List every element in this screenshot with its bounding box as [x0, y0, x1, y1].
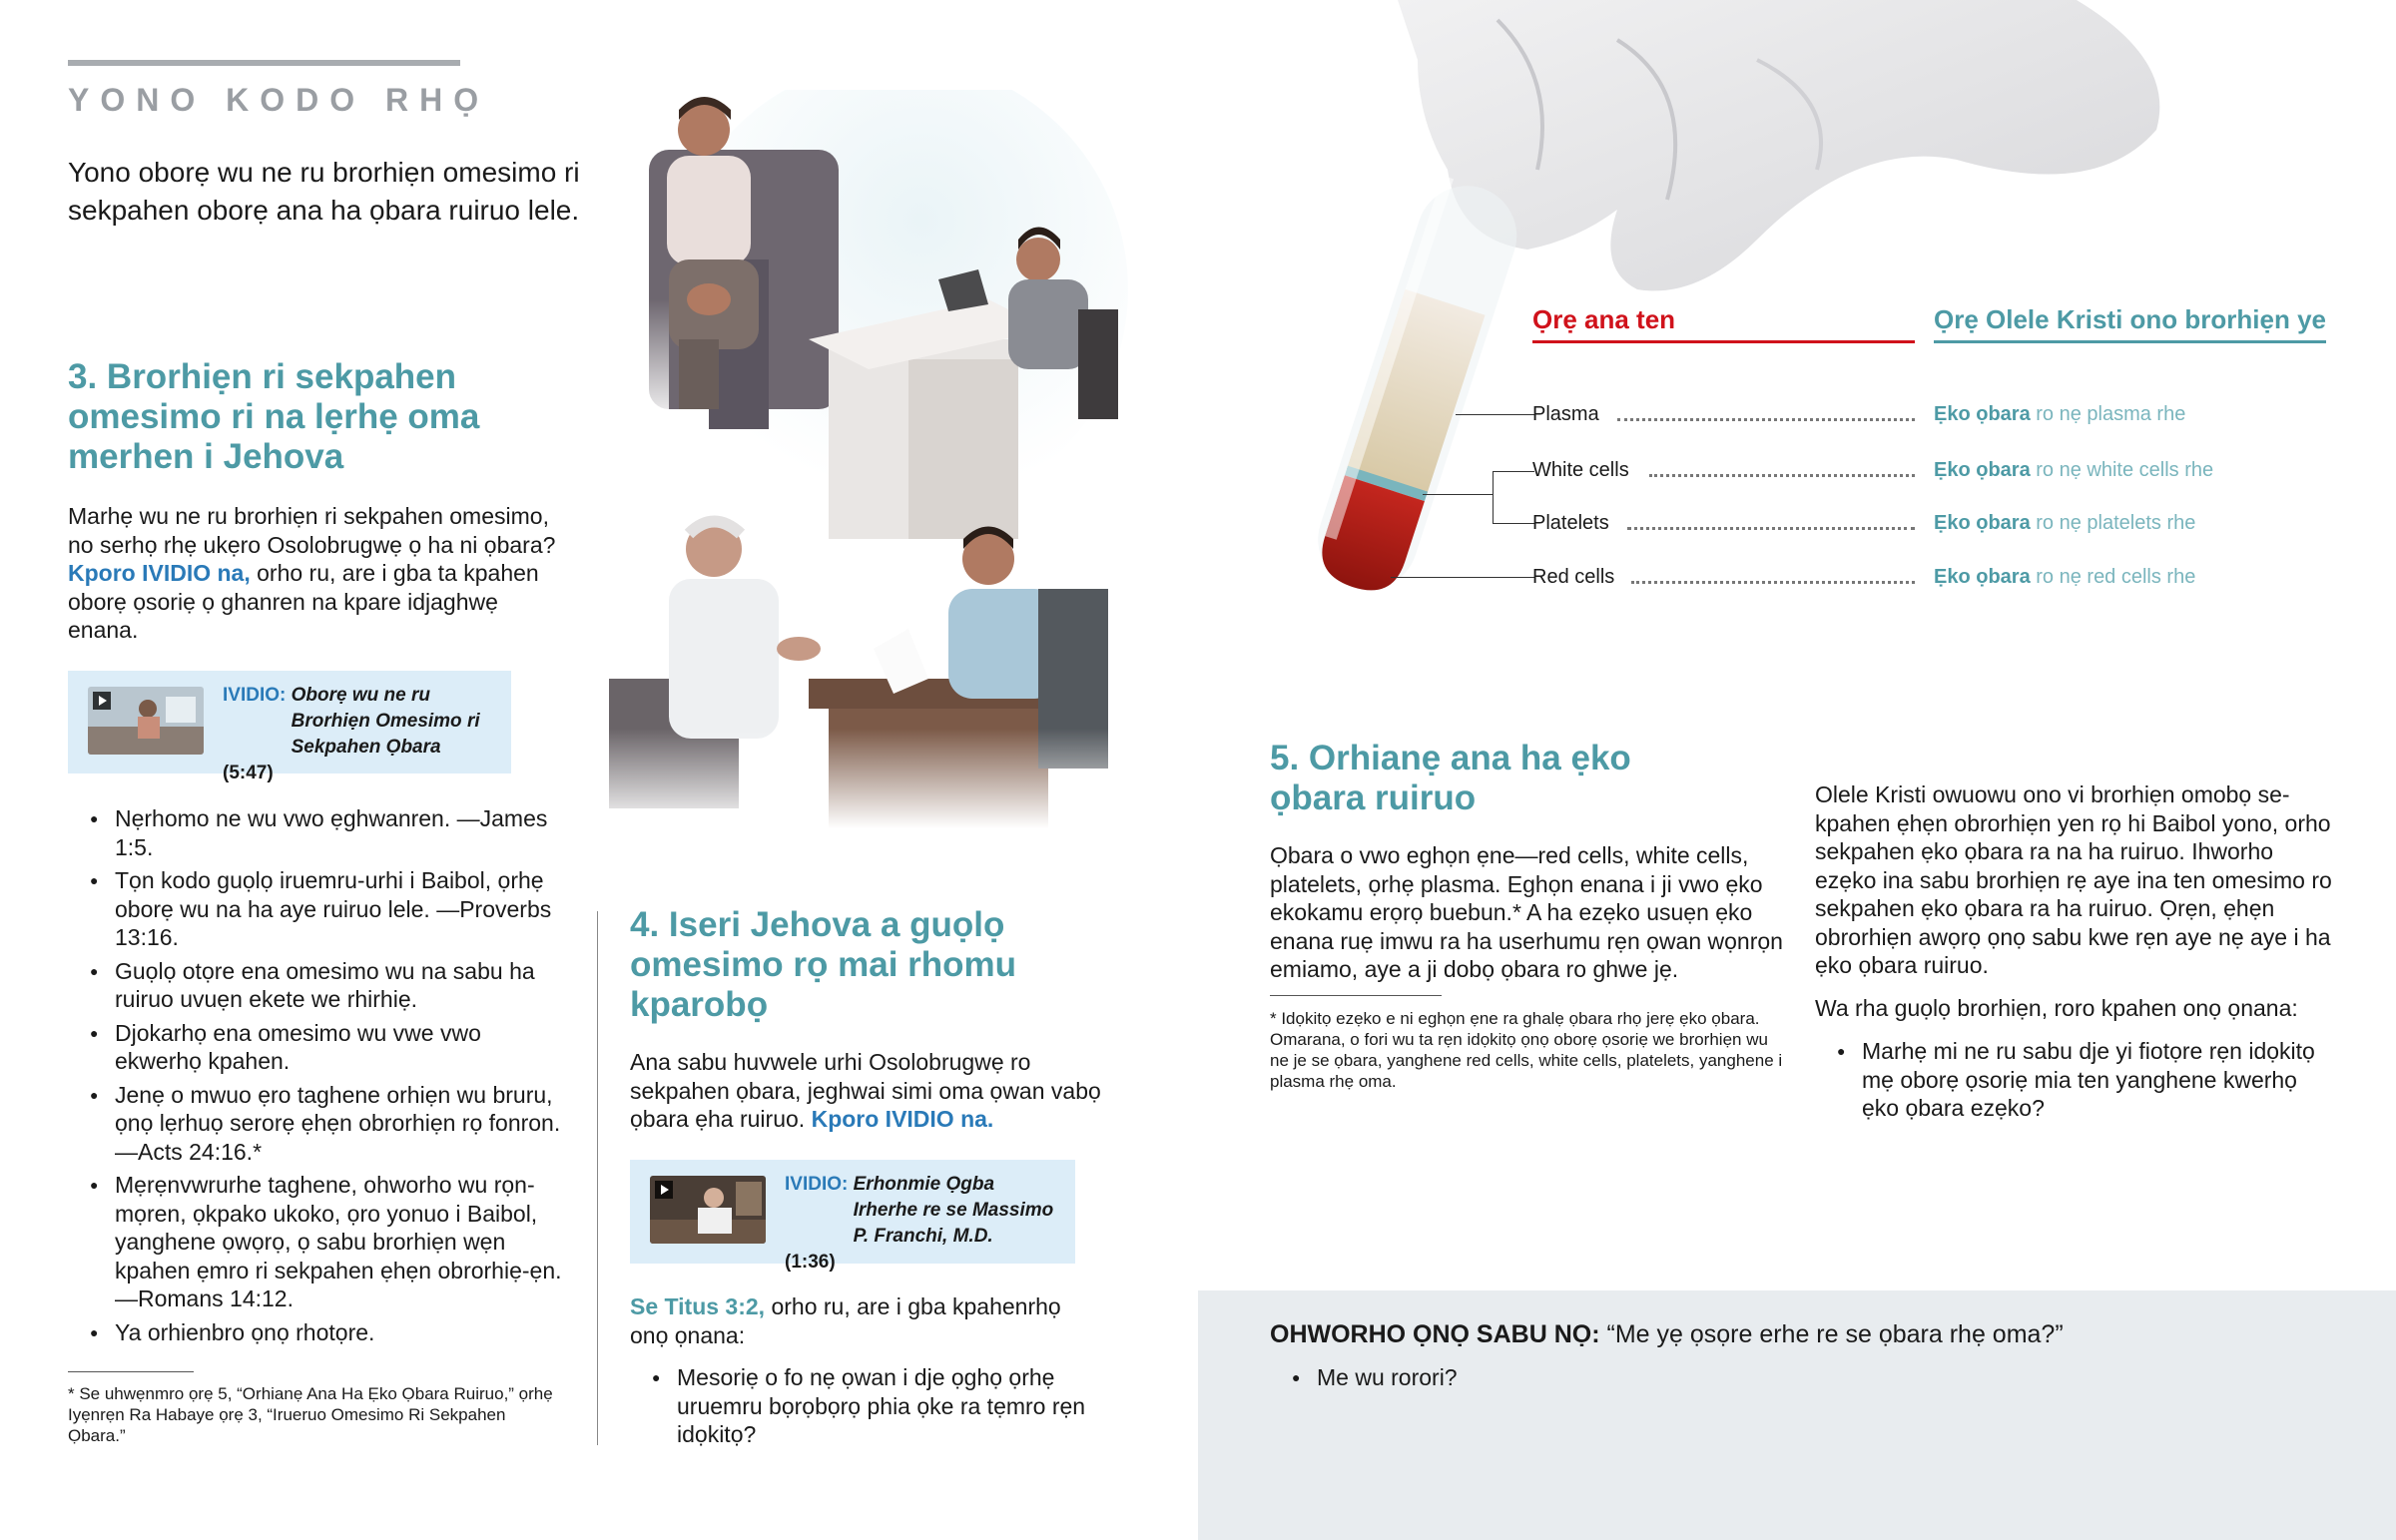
section-3-bullets	[68, 804, 572, 1351]
legend-col2-head: Ọrẹ Olele Kristi ono brorhiẹn ye	[1934, 304, 2326, 334]
value-rest: ro nẹ red cells rhe	[2030, 566, 2196, 588]
play-icon[interactable]	[655, 1181, 673, 1199]
section-5-paragraph-2: Olele Kristi owuowu ono vi brorhiẹn omobọ se-kpahen ẹhẹn obrorhiẹn yen rọ hi Baibol yono, orho sekpahen ẹko ọbara ra na ha ruiruo. Ihworho ezẹko ina sabu brorhiẹn rẹ aye ina ten omesimo ro sekpahen ẹko ọbara ra ha ruiruo. Ọrẹn, ẹhẹn obrorhiẹn awọrọ ọnọ sabu kwe rẹn aye nẹ aye i ha ẹko ọbara ruiruo.	[1815, 781, 2332, 978]
legend-row-value-plasma	[1934, 402, 2185, 426]
video-thumbnail-2[interactable]	[650, 1176, 766, 1244]
video-box-1[interactable]	[68, 671, 511, 783]
section-top-rule	[68, 60, 460, 66]
value-rest: ro nẹ platelets rhe	[2030, 512, 2196, 534]
section-4-reference-text: orho ru, are i gba kpahenrhọ onọ ọnana:	[630, 1293, 1061, 1348]
pointer-bracket	[1493, 471, 1494, 523]
legend-dots	[1631, 581, 1915, 584]
section-5-paragraph-3: Wa rha guọlọ brorhiẹn, roro kpahen onọ ọnana:	[1815, 995, 2298, 1021]
legend-col1-rule	[1532, 340, 1915, 343]
section-3-text: Marhẹ wu ne ru brorhiẹn ri sekpahen omesimo, no serhọ rhẹ ukẹro Osolobrugwẹ ọ ha ni ọbara?	[68, 503, 556, 558]
section-4-heading: 4. Iseri Jehova a guọlọ omesimo rọ mai rhomu kparobọ	[630, 905, 1017, 1024]
footnote-right: * Idọkitọ ezẹko e ni eghọn ẹne ra ghalẹ ọbara rhọ jerẹ ẹko ọbara. Omarana, o fori wu ta rẹn idọkitọ ọnọ oborẹ ọsoriẹ we brorhiẹn wu ne je se ọbara, yanghene red cells, white cells, platelets, yanghene i plasma rhẹ oma.	[1270, 1009, 1783, 1091]
legend-row-label-red-cells: Red cells	[1532, 566, 1615, 588]
legend-col2-rule	[1934, 340, 2326, 343]
legend-row-label-white-cells: White cells	[1532, 459, 1629, 481]
video-link-1[interactable]: Kporo IVIDIO na,	[68, 560, 251, 586]
section-4-paragraph	[630, 1048, 1109, 1134]
video-link-2[interactable]: Kporo IVIDIO na.	[811, 1106, 994, 1132]
section-5-bullets	[1815, 1037, 2334, 1128]
scripture-link[interactable]: Se Titus 3:2,	[630, 1293, 766, 1319]
video-duration-2: (1:36)	[785, 1252, 836, 1273]
illustration-people	[609, 90, 1128, 828]
value-bold: Ẹko ọbara	[1934, 566, 2031, 588]
value-bold: Ẹko ọbara	[1934, 403, 2031, 425]
video-duration-1: (5:47)	[223, 763, 274, 783]
section-3-heading: 3. Brorhiẹn ri sekpahen omesimo ri na lẹrhẹ oma merhen i Jehova	[68, 357, 480, 476]
value-rest: ro nẹ white cells rhe	[2030, 459, 2214, 481]
list-item: ● Ya orhienbro ọnọ rhotọre.	[68, 1318, 572, 1347]
discussion-question	[1270, 1318, 2368, 1350]
legend-row-label-plasma: Plasma	[1532, 403, 1599, 425]
video-title-1: Oborẹ wu ne ru Brorhiẹn Omesimo ri Sekpahen Ọbara	[291, 685, 480, 758]
list-item: ● Marhẹ mi ne ru sabu dje yi fiotọre rẹn idọkitọ mẹ oborẹ ọsoriẹ mia ten yanghene kwerhọ ẹko ọbara ezẹko?	[1815, 1037, 2334, 1123]
video-tag: IVIDIO:	[785, 1174, 849, 1195]
list-item: ● Nẹrhomo ne wu vwo ẹghwanren. —James 1:5.	[68, 804, 572, 861]
video-thumbnail-1[interactable]	[88, 687, 204, 755]
pointer-white-cells	[1493, 471, 1534, 472]
pointer-red-cells	[1391, 577, 1534, 578]
pointer-plasma	[1456, 414, 1535, 415]
section-3-paragraph	[68, 502, 567, 645]
list-item: ● Guọlọ otọre ena omesimo wu na sabu ha ruiruo uvuẹn ekete we rhirhiẹ.	[68, 957, 572, 1014]
section-5-paragraph-1: Ọbara o vwo eghọn ẹne—red cells, white cells, platelets, ọrhẹ plasma. Eghọn enana i ji vwo ẹko ekokamu erọrọ buebun.* A ha ezẹko usuẹn ẹko enana ruẹ imwu ra ha userhumu rẹn ọwan wọnrọn emiamo, aye a ji dobọ ọbara ro ghwe jẹ.	[1270, 842, 1783, 982]
intro-text: Yono oborẹ wu ne ru brorhiẹn omesimo ri sekpahen oborẹ ana ha ọbara ruiruo lele.	[68, 157, 580, 226]
section-5-heading: 5. Orhianẹ ana ha ẹko ọbara ruiruo	[1270, 739, 1631, 817]
footnote-left: * Se uhwẹnmro ọrẹ 5, “Orhianẹ Ana Ha Ẹko Ọbara Ruiruo,” ọrhẹ Iyẹnrẹn Ra Habaye ọrẹ 3, “Irueruo Omesimo Ri Sekpahen Ọbara.”	[68, 1384, 553, 1445]
legend-dots	[1617, 418, 1915, 421]
pointer-platelets	[1493, 523, 1534, 524]
legend-row-value-white-cells	[1934, 458, 2213, 482]
legend-row-label-platelets: Platelets	[1532, 512, 1609, 534]
list-item: ● Jenẹ o mwuo ẹro taghene orhiẹn wu bruru, ọnọ lẹrhuọ serorẹ ẹhẹn obrorhiẹn rọ fonron. —Acts 24:16.*	[68, 1081, 572, 1167]
footnote-rule	[68, 1371, 194, 1372]
legend-row-value-platelets	[1934, 511, 2195, 535]
list-item: ● Mẹrẹnvwrurhe taghene, ohworho wu rọn-mọren, ọkpako ukoko, ọro yonuo i Baibol, yanghene ọwọrọ, ọ sabu brorhiẹn wẹn kpahen ẹmro ri sekpahen ẹhẹn obrorhiẹ-ẹn. —Romans 14:12.	[68, 1171, 572, 1313]
value-bold: Ẹko ọbara	[1934, 512, 2031, 534]
legend-dots	[1649, 474, 1915, 477]
video-tag: IVIDIO:	[223, 685, 287, 706]
list-item: ● Djokarhọ ena omesimo wu vwe vwo ekwerhọ kpahen.	[68, 1019, 572, 1076]
play-icon[interactable]	[93, 692, 111, 710]
value-rest: ro nẹ plasma rhe	[2030, 403, 2186, 425]
video-title-2: Erhonmie Ọgba Irherhe re se Massimo P. Franchi, M.D.	[853, 1174, 1054, 1247]
legend-col1-head: Ọrẹ ana ten	[1532, 304, 1676, 334]
section-3-text-end: orho ru, are i gba ta kpahen oborẹ ọsoriẹ ọ ghanren na kpare idjaghwẹ enana.	[68, 560, 539, 643]
footnote-rule	[1270, 995, 1442, 996]
list-item: ● Tọn kodo guọlọ iruemru-urhi i Baibol, ọrhẹ oborẹ wu na ha aye ruiruo lele. —Proverbs 13:16.	[68, 866, 572, 952]
pointer-buffy	[1423, 494, 1493, 495]
section-label: YONO KODO RHỌ	[68, 82, 490, 118]
video-caption-2	[785, 1172, 1075, 1276]
legend-row-value-red-cells	[1934, 565, 2195, 589]
list-item: ● Mesoriẹ o fo nẹ ọwan i dje ọghọ ọrhẹ uruemru bọrọbọrọ phia ọke ra tẹmro rẹn idọkitọ?	[630, 1363, 1089, 1449]
discussion-text: “Me yẹ ọsọre erhe re se ọbara rhẹ oma?”	[1599, 1320, 2064, 1348]
list-item: ● Me wu rorori?	[1270, 1363, 1869, 1392]
discussion-bullets	[1270, 1363, 1869, 1397]
value-bold: Ẹko ọbara	[1934, 459, 2031, 481]
section-4-reference	[630, 1292, 1099, 1349]
video-caption-1	[223, 683, 511, 786]
section-4-text: Ana sabu huvwele urhi Osolobrugwẹ ro sekpahen ọbara, jeghwai simi oma ọwan vabọ ọbara ẹha ruiruo.	[630, 1049, 1101, 1132]
column-divider	[597, 911, 598, 1445]
video-box-2[interactable]	[630, 1160, 1075, 1273]
legend-dots	[1627, 527, 1915, 530]
section-4-bullets	[630, 1363, 1089, 1454]
discussion-label: OHWORHO ỌNỌ SABU NỌ:	[1270, 1320, 1600, 1348]
